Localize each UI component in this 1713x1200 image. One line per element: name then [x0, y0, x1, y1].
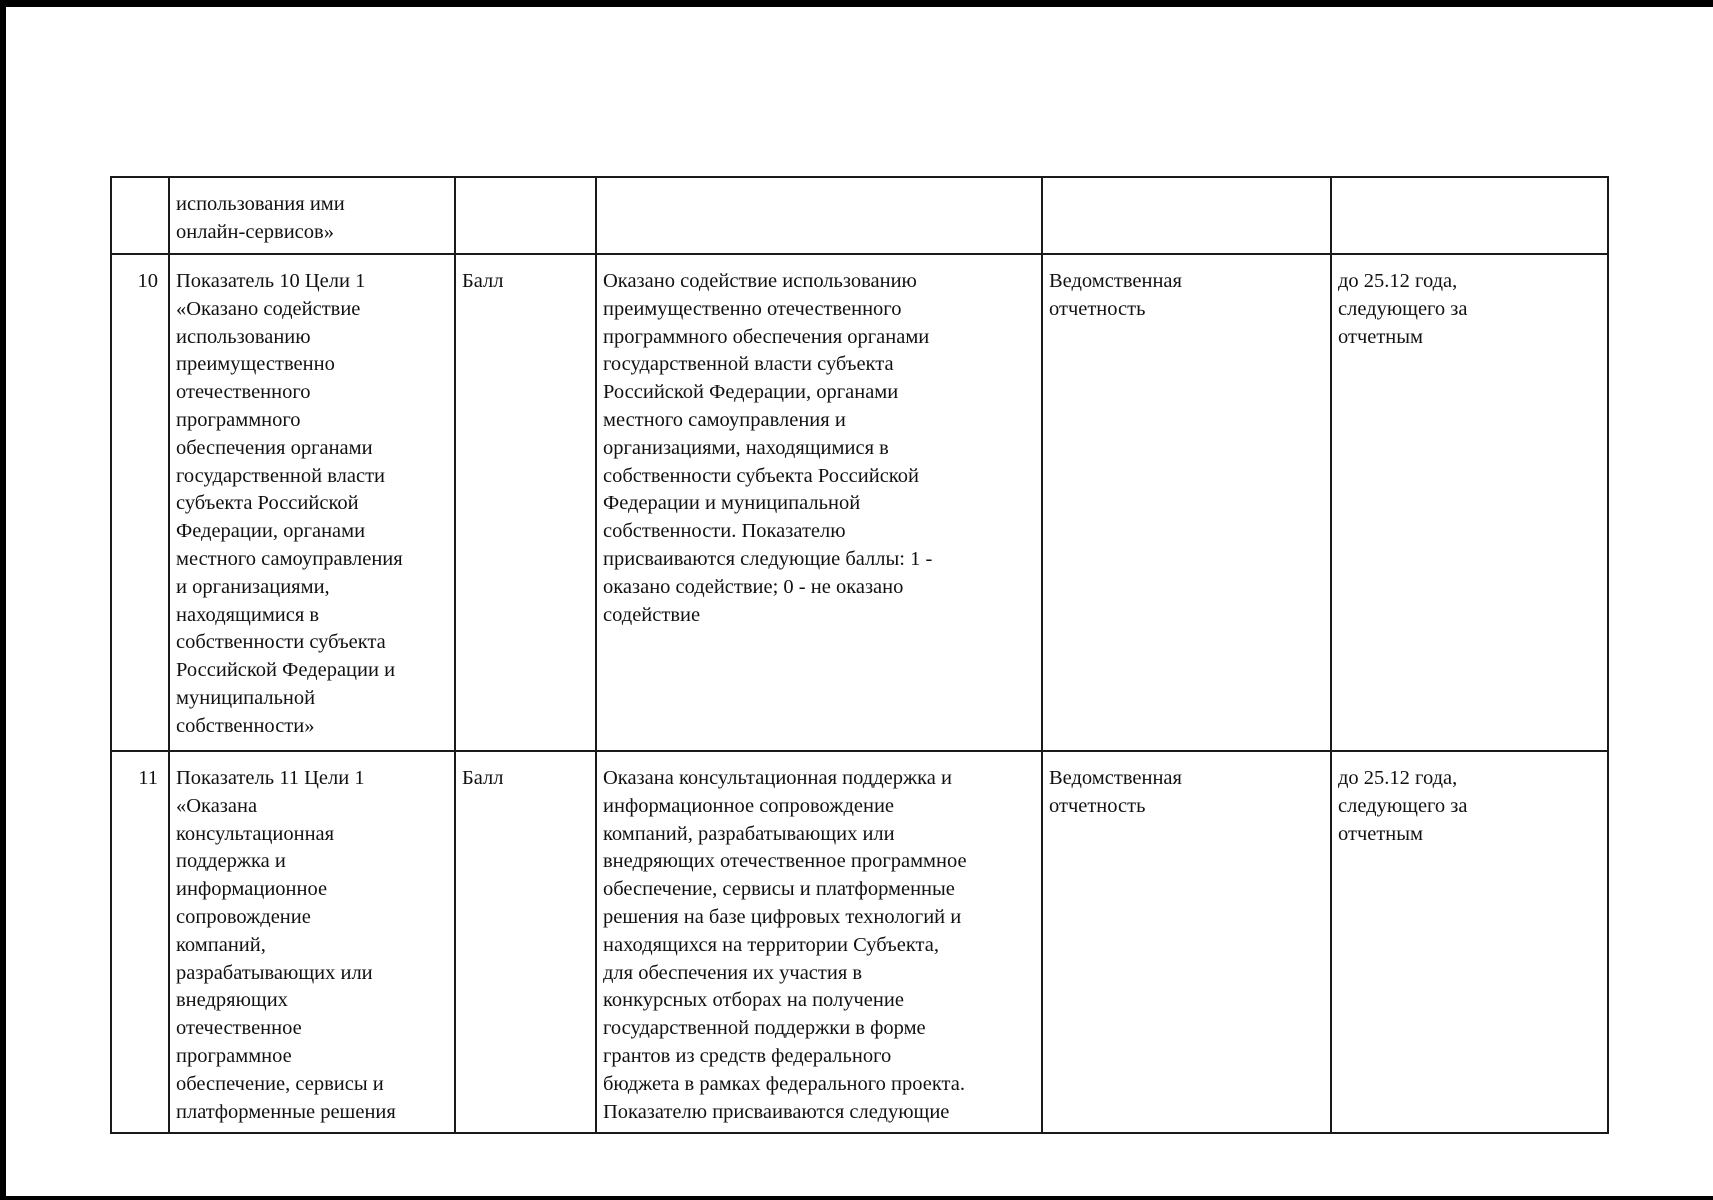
table-row	[111, 751, 1608, 1133]
method-cell: Оказана консультационная поддержка и информационное сопровождение компаний, разрабатывающих или внедряющих отечественное программное обеспечение, сервисы и платформенные решения на базе цифровых технологий и находящихся на территории Субъекта, для обеспечения их участия в конкурсных отборах на получение государственной поддержки в форме грантов из средств федерального бюджета в рамках федерального проекта. Показателю присваиваются следующие	[596, 751, 1042, 1133]
deadline-cell: до 25.12 года, следующего за отчетным	[1331, 751, 1608, 1133]
source-cell	[1042, 177, 1331, 254]
method-cell: Оказано содействие использованию преимущественно отечественного программного обеспечения органами государственной власти субъекта Российской Федерации, органами местного самоуправления и организациями, находящимися в собственности субъекта Российской Федерации и муниципальной собственности. Показателю присваиваются следующие баллы: 1 - оказано содействие; 0 - не оказано содействие	[596, 254, 1042, 751]
unit-cell: Балл	[455, 751, 596, 1133]
table-row	[111, 254, 1608, 751]
deadline-cell: до 25.12 года, следующего за отчетным	[1331, 254, 1608, 751]
table-row	[111, 177, 1608, 254]
scan-border-left	[0, 0, 6, 1200]
unit-cell: Балл	[455, 254, 596, 751]
indicator-name-cell: использования ими онлайн-сервисов»	[169, 177, 455, 254]
indicator-name-cell: Показатель 10 Цели 1 «Оказано содействие использованию преимущественно отечественного программного обеспечения органами государственной власти субъекта Российской Федерации, органами местного самоуправления и организациями, находящимися в собственности субъекта Российской Федерации и муниципальной собственности»	[169, 254, 455, 751]
indicator-name-cell: Показатель 11 Цели 1 «Оказана консультационная поддержка и информационное сопровождение компаний, разрабатывающих или внедряющих отечественное программное обеспечение, сервисы и платформенные решения	[169, 751, 455, 1133]
row-number-cell: 10	[111, 254, 169, 751]
source-cell: Ведомственная отчетность	[1042, 254, 1331, 751]
scan-border-bottom	[0, 1196, 1713, 1200]
deadline-cell	[1331, 177, 1608, 254]
row-number-cell	[111, 177, 169, 254]
unit-cell	[455, 177, 596, 254]
row-number-cell: 11	[111, 751, 169, 1133]
scan-border-top	[0, 0, 1713, 7]
method-cell	[596, 177, 1042, 254]
source-cell: Ведомственная отчетность	[1042, 751, 1331, 1133]
indicators-table	[110, 176, 1609, 1134]
document-page	[110, 176, 1609, 1134]
